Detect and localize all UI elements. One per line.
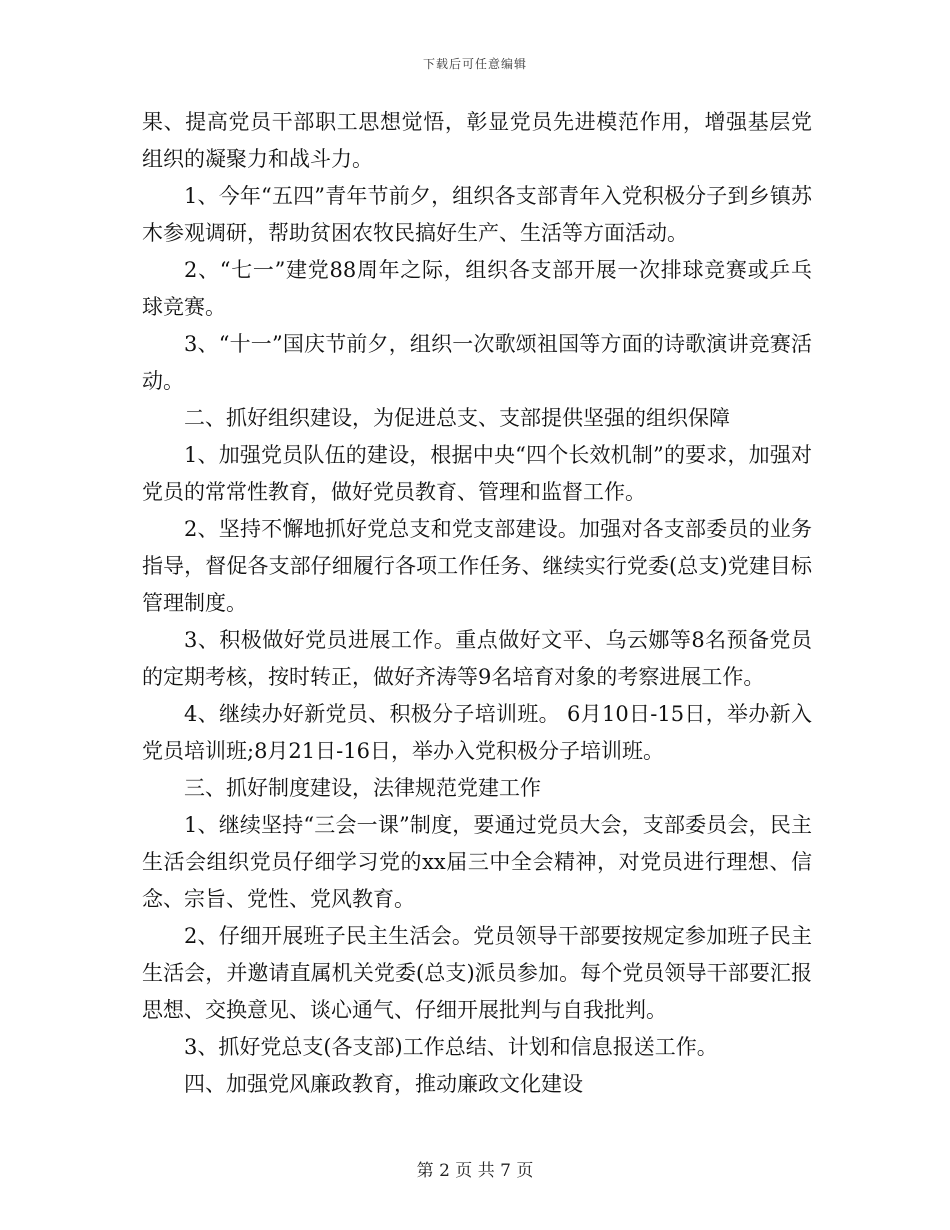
paragraph: 3、抓好党总支(各支部)工作总结、计划和信息报送工作。 [184,1035,718,1059]
section-heading: 二、抓好组织建设，为促进总支、支部提供坚强的组织保障 [184,406,730,430]
paragraph: 2、坚持不懈地抓好党总支和党支部建设。加强对各支部委员的业务指导，督促各支部仔细履行各项工作任务、继续实行党委(总支)党建目标管理制度。 [142,517,812,615]
document-body [142,104,812,1103]
header-note: 下载后可任意编辑 [422,57,527,71]
paragraph: 2、仔细开展班子民主生活会。党员领导干部要按规定参加班子民主生活会，并邀请直属机关党委(总支)派员参加。每个党员领导干部要汇报思想、交换意见、谈心通气、仔细开展批判与自我批判。 [142,924,812,1022]
paragraph: 3、“十一”国庆节前夕，组织一次歌颂祖国等方面的诗歌演讲竞赛活动。 [142,332,812,393]
paragraph: 果、提高党员干部职工思想觉悟，彰显党员先进模范作用，增强基层党组织的凝聚力和战斗力。 [142,110,812,171]
page-number: 第 2 页 共 7 页 [416,1161,534,1181]
paragraph: 4、继续办好新党员、积极分子培训班。 6月10日-15日，举办新入党员培训班;8月21日-16日，举办入党积极分子培训班。 [142,702,812,763]
section-heading: 三、抓好制度建设，法律规范党建工作 [184,776,541,800]
paragraph: 1、继续坚持“三会一课”制度，要通过党员大会，支部委员会，民主生活会组织党员仔细学习党的xx届三中全会精神，对党员进行理想、信念、宗旨、党性、党风教育。 [142,813,812,911]
paragraph: 1、今年“五四”青年节前夕，组织各支部青年入党积极分子到乡镇苏木参观调研，帮助贫困农牧民搞好生产、生活等方面活动。 [142,184,812,245]
section-heading: 四、加强党风廉政教育，推动廉政文化建设 [184,1072,583,1096]
paragraph: 1、加强党员队伍的建设，根据中央“四个长效机制”的要求，加强对党员的常常性教育，做好党员教育、管理和监督工作。 [142,443,812,504]
paragraph: 3、积极做好党员进展工作。重点做好文平、乌云娜等8名预备党员的定期考核，按时转正，做好齐涛等9名培育对象的考察进展工作。 [142,628,812,689]
paragraph: 2、“七一”建党88周年之际，组织各支部开展一次排球竞赛或乒乓球竞赛。 [142,258,812,319]
